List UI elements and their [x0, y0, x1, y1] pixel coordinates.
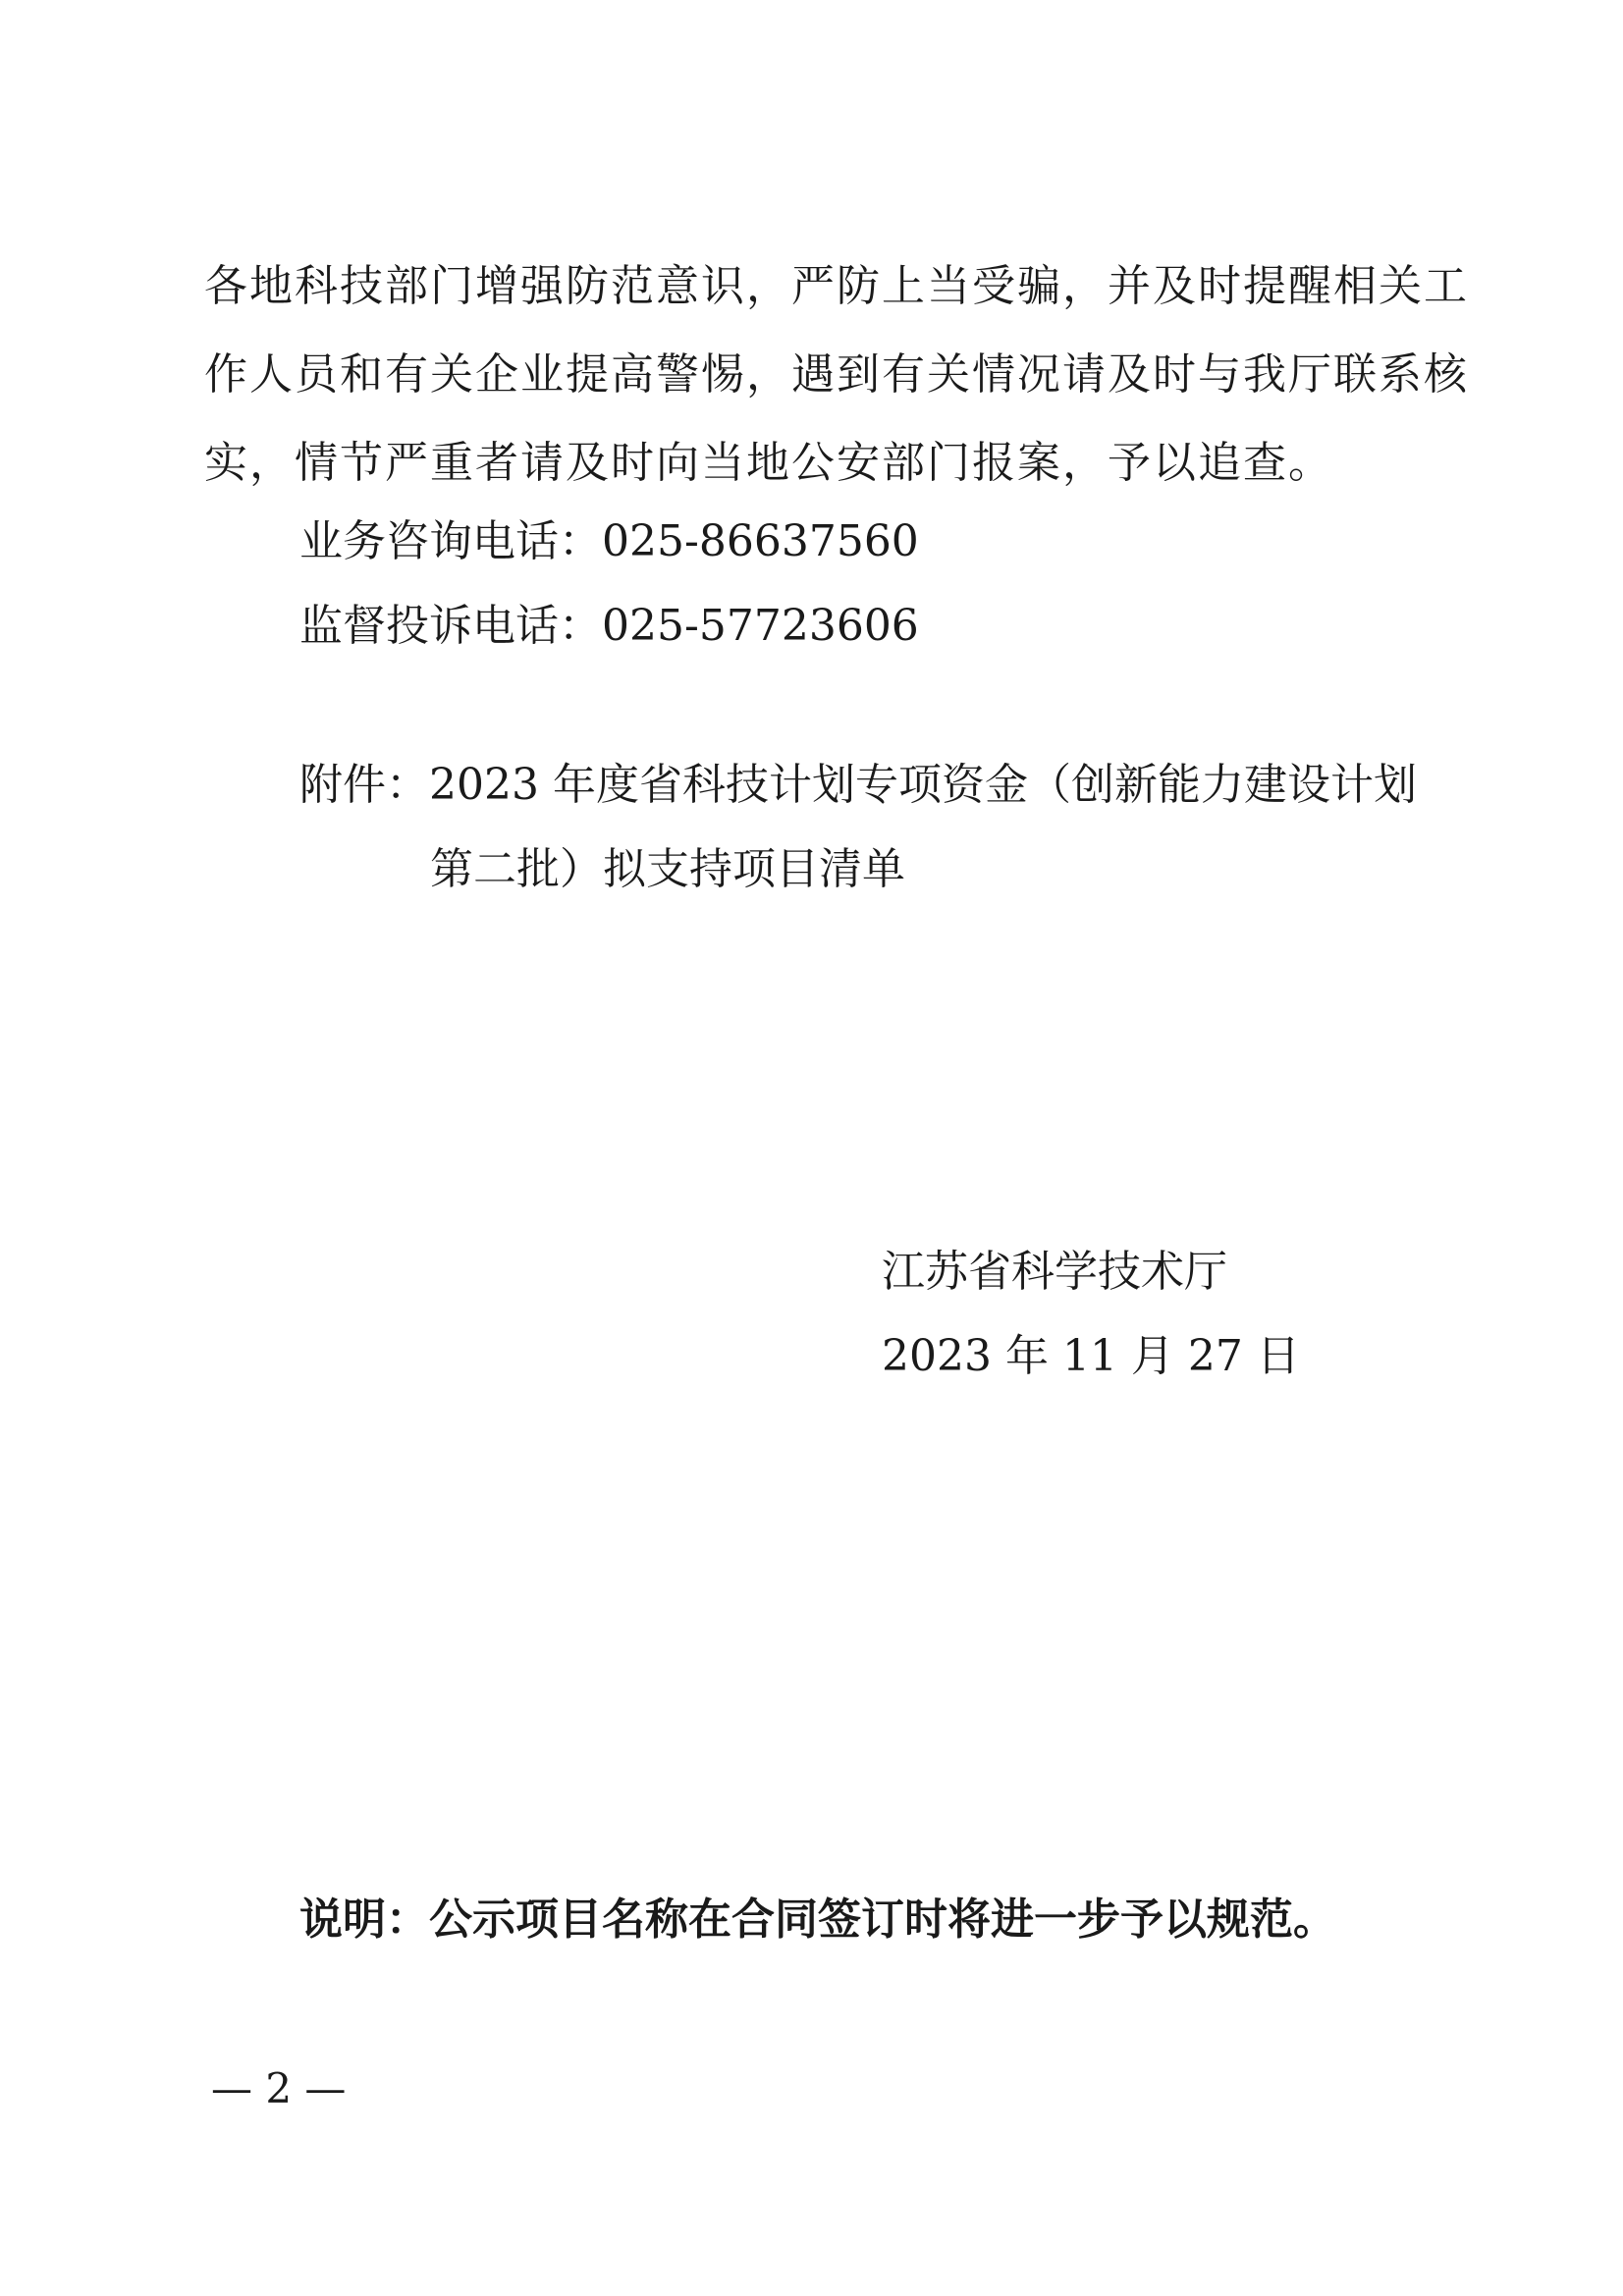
paragraph-line-3: 实，情节严重者请及时向当地公安部门报案，予以追查。: [204, 438, 1333, 488]
paragraph-line-2: 作人员和有关企业提高警惕，遇到有关情况请及时与我厅联系核: [204, 349, 1469, 400]
attachment-line-2: 第二批）拟支持项目清单: [430, 844, 905, 894]
attachment-line-1: 附件：2023 年度省科技计划专项资金（创新能力建设计划: [299, 760, 1417, 810]
paragraph-line-1: 各地科技部门增强防范意识，严防上当受骗，并及时提醒相关工: [204, 261, 1469, 311]
complaint-phone: 监督投诉电话：025-57723606: [299, 601, 919, 651]
signature-org: 江苏省科学技术厅: [882, 1247, 1227, 1297]
note: 说明：公示项目名称在合同签订时将进一步予以规范。: [299, 1895, 1336, 1945]
page-number: — 2 —: [211, 2064, 347, 2112]
signature-date: 2023 年 11 月 27 日: [882, 1331, 1300, 1381]
consult-phone: 业务咨询电话：025-86637560: [299, 516, 919, 566]
